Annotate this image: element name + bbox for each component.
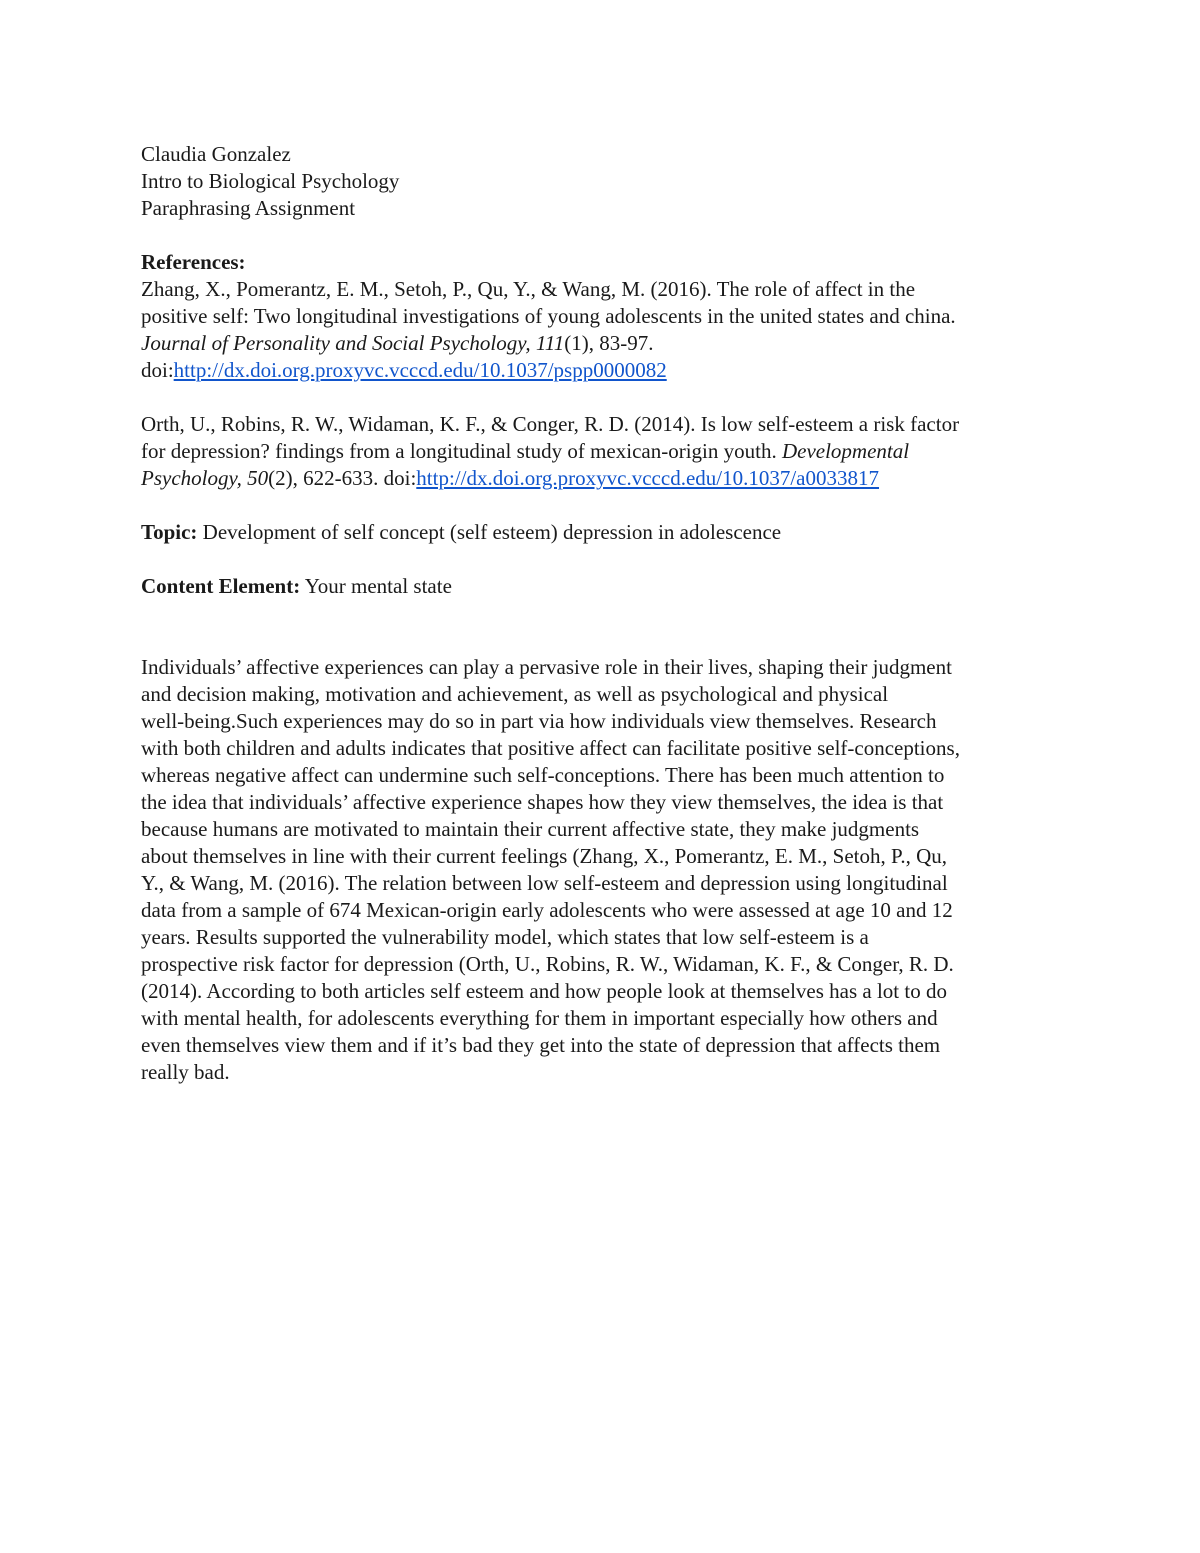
reference-2-line-3	[141, 465, 1071, 492]
body-line: because humans are motivated to maintain their current affective state, they make judgments	[141, 817, 920, 841]
topic-value: Development of self concept (self esteem) depression in adolescence	[197, 520, 782, 544]
content-element-line	[141, 573, 1071, 600]
reference-1-line-1: Zhang, X., Pomerantz, E. M., Setoh, P., Qu, Y., & Wang, M. (2016). The role of affect in the	[141, 277, 916, 301]
assignment-title: Paraphrasing Assignment	[141, 196, 356, 220]
reference-2-line-1: Orth, U., Robins, R. W., Widaman, K. F., & Conger, R. D. (2014). Is low self-esteem a risk factor	[141, 412, 960, 436]
reference-1-journal: Journal of Personality and Social Psychology, 111	[141, 331, 565, 355]
body-line: really bad.	[141, 1060, 230, 1084]
body-line: (2014). According to both articles self esteem and how people look at themselves has a lot to do	[141, 979, 947, 1003]
body-line: Individuals’ affective experiences can play a pervasive role in their lives, shaping their judgment	[141, 655, 952, 679]
spacer	[141, 600, 1071, 627]
reference-2-issue-pages: (2), 622-633. doi:	[268, 466, 417, 490]
content-element-label: Content Element:	[141, 574, 301, 598]
spacer	[141, 384, 1071, 411]
topic-line	[141, 519, 1071, 546]
body-line: with both children and adults indicates that positive affect can facilitate positive self-conceptions,	[141, 736, 960, 760]
body-line: the idea that individuals’ affective experience shapes how they view themselves, the idea is that	[141, 790, 944, 814]
spacer	[141, 222, 1071, 249]
body-line: even themselves view them and if it’s bad they get into the state of depression that affects them	[141, 1033, 941, 1057]
body-line: prospective risk factor for depression (Orth, U., Robins, R. W., Widaman, K. F., & Conger, R. D.	[141, 952, 954, 976]
spacer	[141, 627, 1071, 654]
reference-2-journal-start: Developmental	[781, 439, 910, 463]
body-paragraph	[141, 654, 1071, 1086]
reference-2-title-end: for depression? findings from a longitudinal study of mexican-origin youth.	[141, 439, 782, 463]
body-line: years. Results supported the vulnerability model, which states that low self-esteem is a	[141, 925, 869, 949]
reference-2-line-2	[141, 438, 1071, 465]
reference-1-issue-pages: (1), 83-97.	[564, 331, 654, 355]
reference-1-line-4	[141, 357, 1071, 384]
reference-1-doi-link[interactable]: http://dx.doi.org.proxyvc.vcccd.edu/10.1037/pspp0000082	[173, 358, 667, 382]
reference-2-journal-end: Psychology, 50	[141, 466, 269, 490]
body-line: with mental health, for adolescents everything for them in important especially how others and	[141, 1006, 938, 1030]
reference-2-doi-link[interactable]: http://dx.doi.org.proxyvc.vcccd.edu/10.1037/a0033817	[416, 466, 880, 490]
reference-1-line-2: positive self: Two longitudinal investigations of young adolescents in the united states and china.	[141, 304, 956, 328]
body-line: and decision making, motivation and achievement, as well as psychological and physical	[141, 682, 889, 706]
body-line: about themselves in line with their current feelings (Zhang, X., Pomerantz, E. M., Setoh, P., Qu,	[141, 844, 948, 868]
reference-1-line-3	[141, 330, 1071, 357]
body-line: whereas negative affect can undermine such self-conceptions. There has been much attention to	[141, 763, 945, 787]
references-heading: References:	[141, 250, 246, 274]
course-name: Intro to Biological Psychology	[141, 169, 400, 193]
document-page	[141, 141, 1071, 1086]
body-line: Y., & Wang, M. (2016). The relation between low self-esteem and depression using longitudinal	[141, 871, 948, 895]
reference-1-doi-prefix: doi:	[141, 358, 174, 382]
spacer	[141, 546, 1071, 573]
body-line: well-being.Such experiences may do so in part via how individuals view themselves. Research	[141, 709, 937, 733]
author-name: Claudia Gonzalez	[141, 142, 291, 166]
body-line: data from a sample of 674 Mexican-origin early adolescents who were assessed at age 10 and 12	[141, 898, 953, 922]
topic-label: Topic:	[141, 520, 198, 544]
spacer	[141, 492, 1071, 519]
content-element-value: Your mental state	[300, 574, 452, 598]
